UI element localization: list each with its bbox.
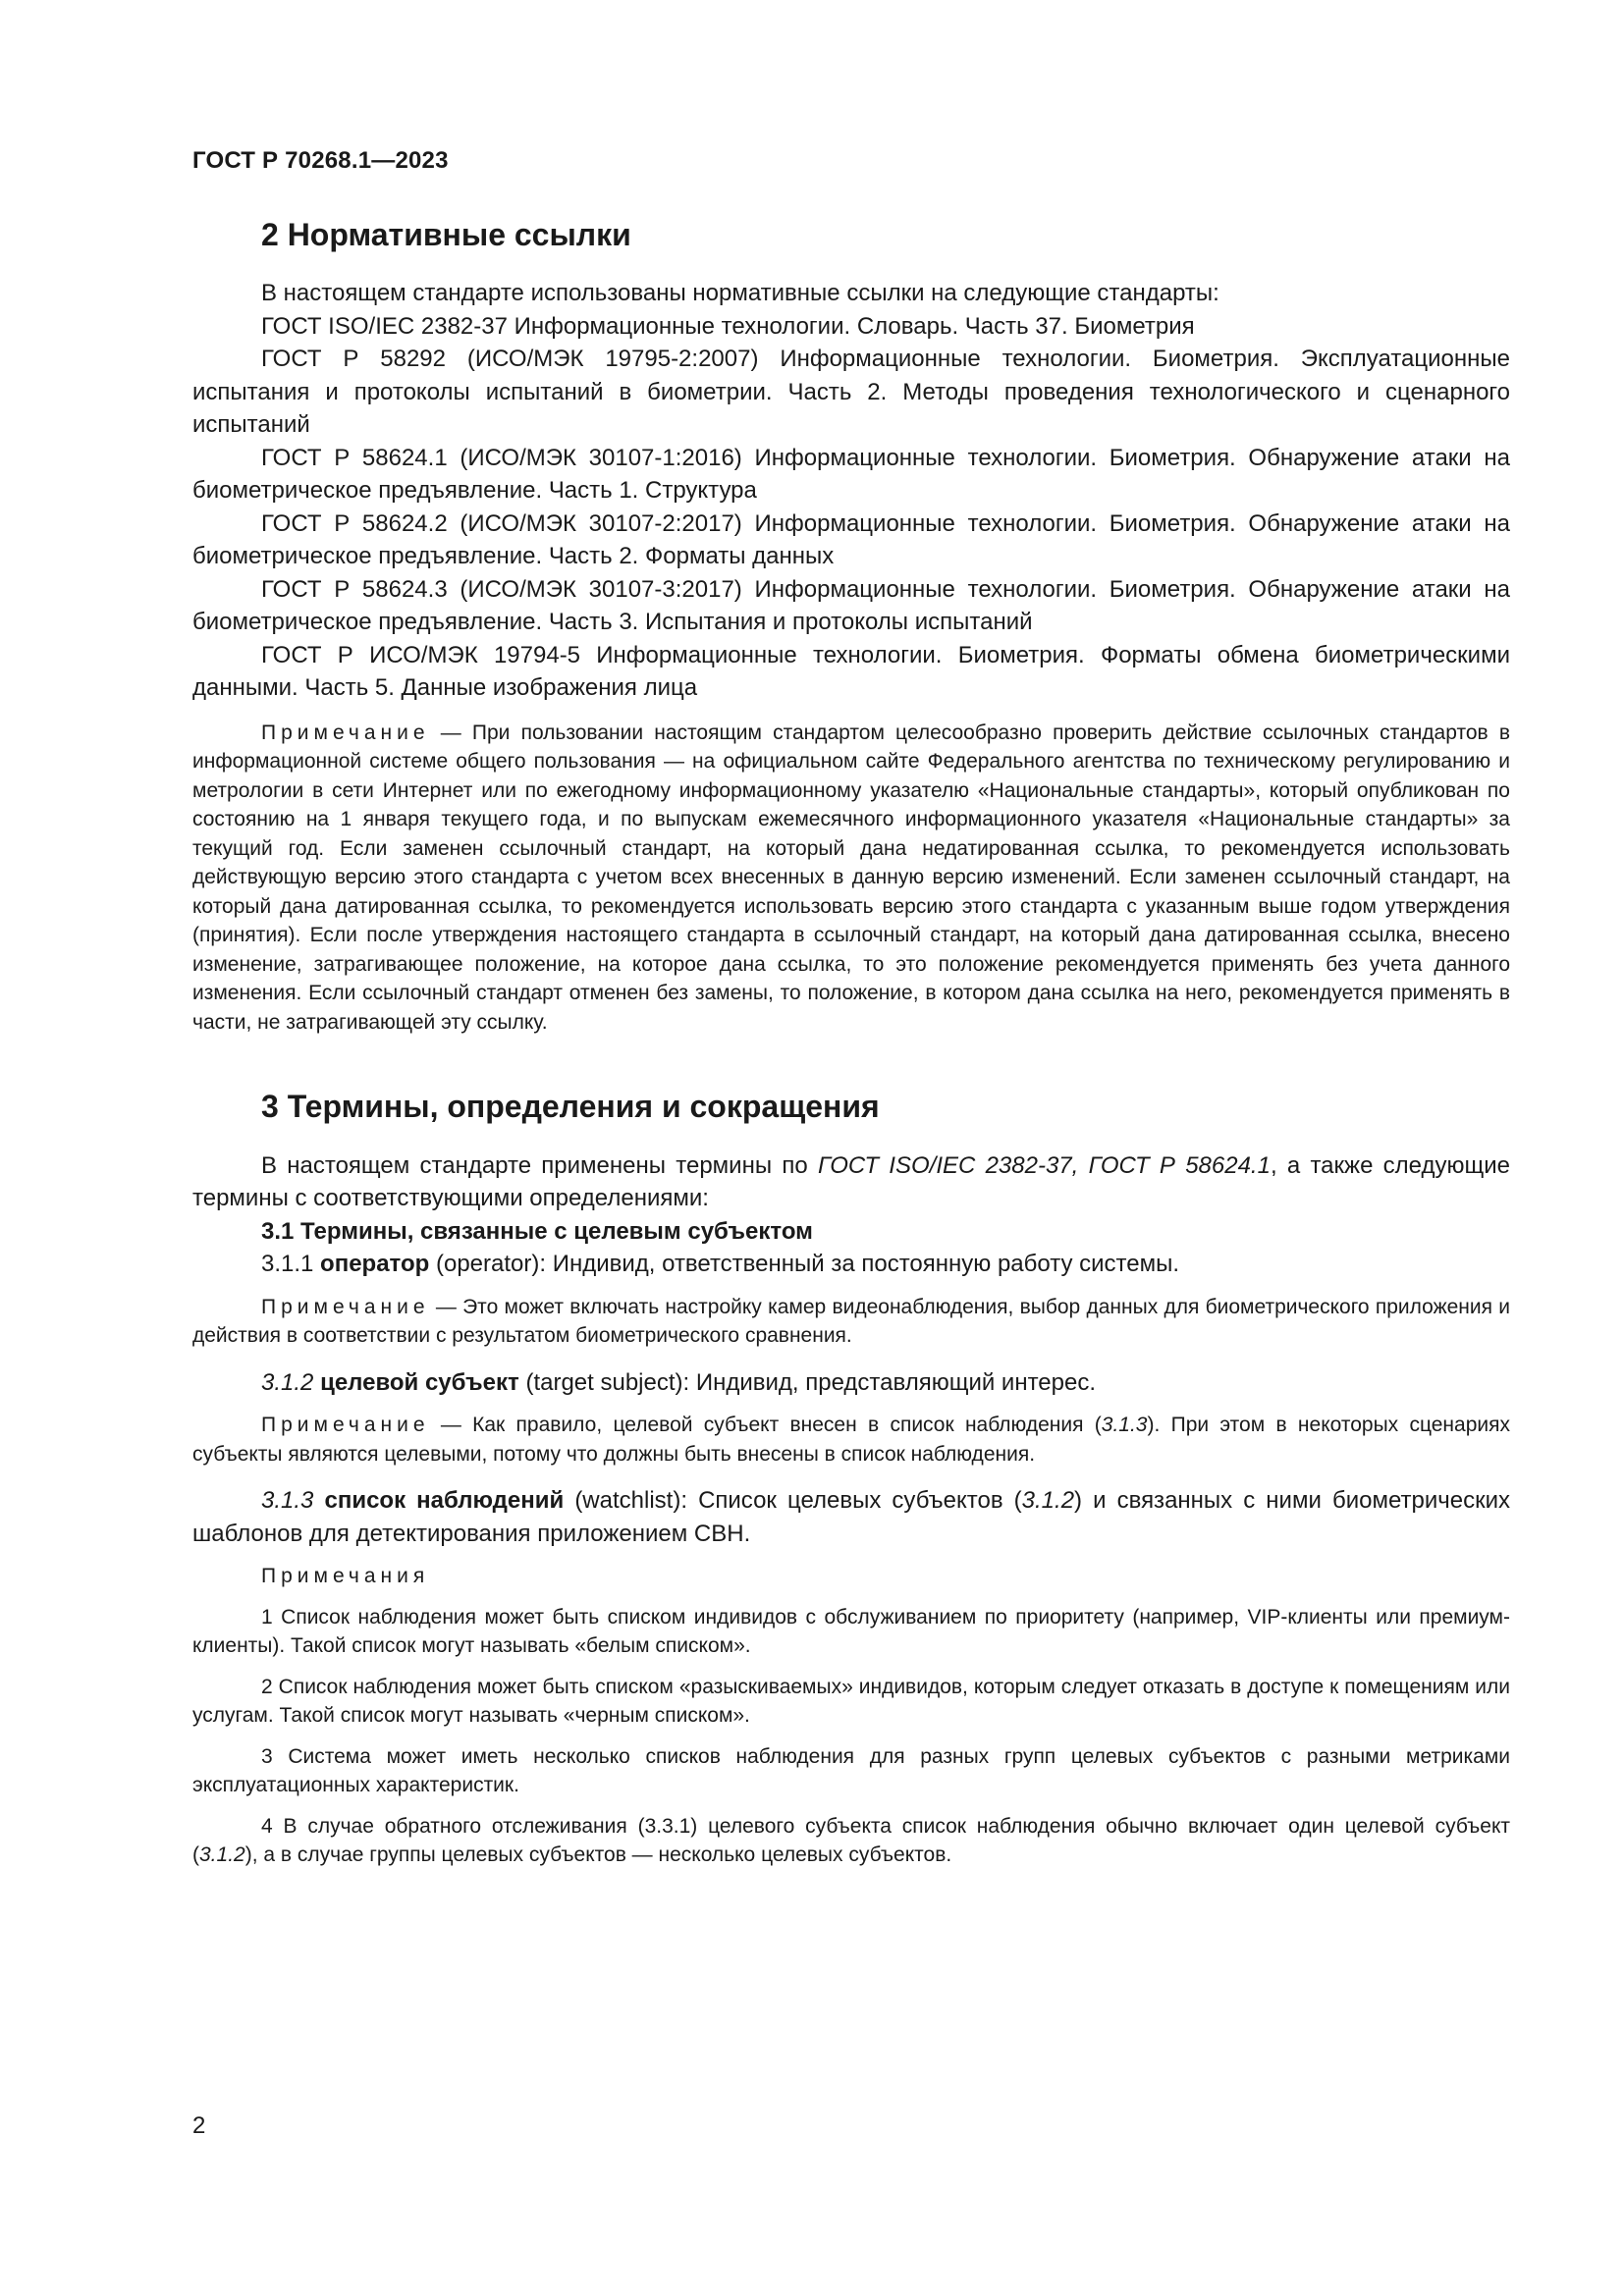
section-2-title: 2 Нормативные ссылки bbox=[261, 217, 631, 252]
note-text-b: ), а в случае группы целевых субъектов — несколько целевых субъектов. bbox=[244, 1843, 952, 1867]
term-name: целевой субъект bbox=[320, 1368, 519, 1396]
note-ref: 3.1.2 bbox=[199, 1843, 245, 1867]
note-2: 2 Список наблюдения может быть списком «разыскиваемых» индивидов, которым следует отказать в доступе к помещениям или услугам. Такой список могут называть «черным списком». bbox=[192, 1675, 1510, 1728]
term-3-1-2 bbox=[192, 1366, 1510, 1400]
term-number: 3.1.2 bbox=[261, 1368, 314, 1396]
normative-ref-3: ГОСТ Р 58624.1 (ИСО/МЭК 30107-1:2016) Информационные технологии. Биометрия. Обнаружение атаки на биометрическое предъявление. Часть 1. Структура bbox=[192, 444, 1510, 505]
page-number: 2 bbox=[192, 2112, 206, 2139]
term-name: оператор bbox=[320, 1251, 430, 1278]
term-definition: (target subject): Индивид, представляющий интерес. bbox=[518, 1368, 1097, 1396]
term-3-1-3 bbox=[192, 1484, 1510, 1550]
note-4 bbox=[192, 1812, 1510, 1870]
note-text-a: — Как правило, целевой субъект внесен в список наблюдения ( bbox=[429, 1414, 1102, 1437]
note-ref: 3.1.3 bbox=[1101, 1414, 1148, 1437]
term-definition-a: (watchlist): Список целевых субъектов ( bbox=[564, 1487, 1022, 1515]
section-3-title: 3 Термины, определения и сокращения bbox=[261, 1089, 880, 1125]
subsection-title-text: 3.1 Термины, связанные с целевым субъектом bbox=[261, 1217, 813, 1245]
section-3-intro bbox=[192, 1149, 1510, 1215]
term-number: 3.1.3 bbox=[261, 1487, 314, 1515]
section-2-note bbox=[192, 719, 1510, 1038]
term-definition: (operator): Индивид, ответственный за постоянную работу системы. bbox=[429, 1251, 1180, 1278]
term-definition-b: ) и связанных с ними биометрических шаблонов для детектирования приложением СВН. bbox=[192, 1487, 1510, 1547]
notes-label: Примечания bbox=[261, 1565, 430, 1588]
normative-ref-2: ГОСТ Р 58292 (ИСО/МЭК 19795-2:2007) Информационные технологии. Биометрия. Эксплуатационные испытания и протоколы испытаний в биометрии. Часть 2. Методы проведения технологического и сценарного испытаний bbox=[192, 346, 1510, 439]
normative-ref-4: ГОСТ Р 58624.2 (ИСО/МЭК 30107-2:2017) Информационные технологии. Биометрия. Обнаружение атаки на биометрическое предъявление. Часть 2. Форматы данных bbox=[192, 509, 1510, 570]
notes-heading bbox=[192, 1562, 1510, 1591]
note-label: Примечание bbox=[261, 721, 430, 744]
note-label: Примечание bbox=[261, 1295, 430, 1318]
term-name: список наблюдений bbox=[324, 1487, 565, 1515]
normative-ref-1: ГОСТ ISO/IEC 2382-37 Информационные технологии. Словарь. Часть 37. Биометрия bbox=[261, 312, 1195, 340]
note-text: — При пользовании настоящим стандартом целесообразно проверить действие ссылочных стандартов в информационной системе общего пользования — на официальном сайте Федерального агентства по техническому регулированию и метрологии в сети Интернет или по ежегодному информационному указателю «Национальные стандарты», который опубликован по состоянию на 1 января текущего года, и по выпускам ежемесячного информационного указателя «Национальные стандарты» за текущий год. Если заменен ссылочный стандарт, на который дана недатированная ссылка, то рекомендуется использовать действующую версию этого стандарта с учетом всех внесенных в данную версию изменений. Если заменен ссылочный стандарт, на который дана датированная ссылка, то рекомендуется использовать версию этого стандарта с указанным выше годом утверждения (принятия). Если после утверждения настоящего стандарта в ссылочный стандарт, на который дана датированная ссылка, внесено изменение, затрагивающее положение, на которое дана ссылка, то это положение рекомендуется применять без учета данного изменения. Если ссылочный стандарт отменен без замены, то положение, в котором дана ссылка на него, рекомендуется применять в части, не затрагивающей эту ссылку. bbox=[192, 721, 1510, 1034]
intro-refs: ГОСТ ISO/IEC 2382-37, ГОСТ Р 58624.1 bbox=[817, 1151, 1271, 1179]
subsection-3-1-title bbox=[192, 1215, 1510, 1249]
note-text-a: 4 В случае обратного отслеживания (3.3.1) целевого субъекта список наблюдения обычно включает один целевой субъект ( bbox=[192, 1814, 1510, 1867]
document-id-header: ГОСТ Р 70268.1—2023 bbox=[192, 147, 449, 174]
intro-text-b: , а также следующие термины с соответствующими определениями: bbox=[192, 1151, 1511, 1212]
page-content bbox=[192, 216, 1510, 1870]
term-3-1-1-note bbox=[192, 1293, 1510, 1351]
section-2-intro: В настоящем стандарте использованы нормативные ссылки на следующие стандарты: bbox=[261, 280, 1219, 307]
normative-ref-6: ГОСТ Р ИСО/МЭК 19794-5 Информационные технологии. Биометрия. Форматы обмена биометрическими данными. Часть 5. Данные изображения лица bbox=[192, 641, 1510, 702]
note-text: — Это может включать настройку камер видеонаблюдения, выбор данных для биометрического приложения и действия в соответствии с результатом биометрического сравнения. bbox=[192, 1295, 1510, 1348]
term-3-1-2-note bbox=[192, 1411, 1510, 1468]
term-ref: 3.1.2 bbox=[1021, 1487, 1075, 1515]
intro-text-a: В настоящем стандарте применены термины по bbox=[261, 1151, 818, 1179]
normative-ref-5: ГОСТ Р 58624.3 (ИСО/МЭК 30107-3:2017) Информационные технологии. Биометрия. Обнаружение атаки на биометрическое предъявление. Часть 3. Испытания и протоколы испытаний bbox=[192, 575, 1510, 636]
note-text-b: ). При этом в некоторых сценариях субъекты являются целевыми, потому что должны быть внесены в список наблюдения. bbox=[192, 1414, 1510, 1466]
term-number: 3.1.1 bbox=[261, 1251, 321, 1278]
term-3-1-1 bbox=[192, 1248, 1510, 1281]
note-label: Примечание bbox=[261, 1414, 430, 1437]
note-3: 3 Система может иметь несколько списков наблюдения для разных групп целевых субъектов с разными метриками эксплуатационных характеристик. bbox=[192, 1744, 1510, 1797]
note-1: 1 Список наблюдения может быть списком индивидов с обслуживанием по приоритету (например, VIP-клиенты или премиум-клиенты). Такой список могут называть «белым списком». bbox=[192, 1605, 1510, 1658]
